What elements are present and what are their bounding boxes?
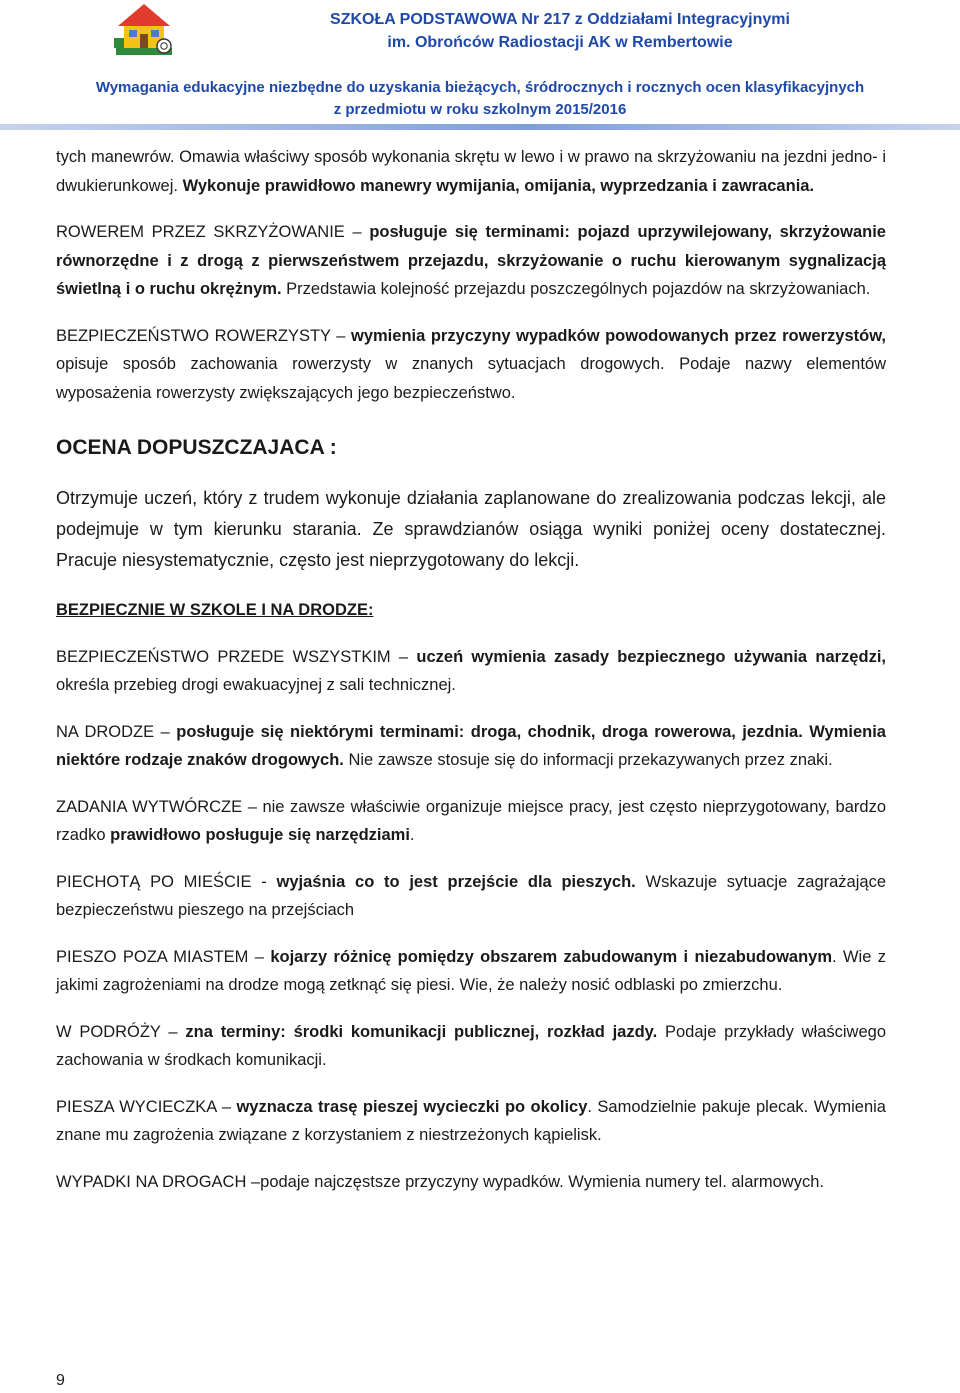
section-heading: BEZPIECZEŃSTWO PRZEDE WSZYSTKIM: [56, 647, 391, 666]
section-heading: ROWEREM PRZEZ SKRZYŻOWANIE: [56, 223, 345, 241]
section-heading: PIESZO POZA MIASTEM: [56, 947, 249, 966]
school-name: SZKOŁA PODSTAWOWA Nr 217 z Oddziałami Integracyjnymi: [330, 11, 790, 28]
section-heading: PIECHOTĄ PO MIEŚCIE: [56, 872, 252, 891]
paragraph-walking-city: PIECHOTĄ PO MIEŚCIE - wyjaśnia co to jest przejście dla pieszych. Wskazuje sytuacje zagrażające bezpieczeństwu pieszego na przejściach: [56, 872, 886, 919]
page-number: 9: [56, 1372, 65, 1389]
section-heading: WYPADKI NA DROGACH: [56, 1172, 247, 1191]
paragraph-hiking-trip: PIESZA WYCIECZKA – wyznacza trasę pieszej wycieczki po okolicy. Samodzielnie pakuje plecak. Wymienia znane mu zagrożenia związane z korzystaniem z niestrzeżonych kąpielisk.: [56, 1097, 886, 1144]
requirements-year: z przedmiotu w roku szkolnym 2015/2016: [333, 101, 627, 118]
header-divider: [0, 124, 960, 130]
paragraph-walking-outside-city: PIESZO POZA MIASTEM – kojarzy różnicę pomiędzy obszarem zabudowanym i niezabudowanym. Wie z jakimi zagrożeniami na drodze mogą zetknąć się piesi. Wie, że należy nosić odblaski po zmierzchu.: [56, 947, 886, 994]
paragraph-cyclist-safety: BEZPIECZEŃSTWO ROWERZYSTY – wymienia przyczyny wypadków powodowanych przez rowerzystów, opisuje sposób zachowania rowerzysty w znanych sytuacjach drogowych. Podaje nazwy elementów wyposażenia rowerzysty zwiększających jego bezpieczeństwo.: [56, 326, 887, 402]
paragraph-safety-first: BEZPIECZEŃSTWO PRZEDE WSZYSTKIM – uczeń wymienia zasady bezpiecznego używania narzędzi, określa przebieg drogi ewakuacyjnej z sali technicznej.: [56, 647, 886, 694]
topic-heading: BEZPIECZNIE W SZKOLE I NA DRODZE:: [56, 601, 374, 619]
school-patron: im. Obrońców Radiostacji AK w Rembertowie: [387, 34, 733, 51]
school-house-logo-icon: [112, 2, 176, 58]
paragraph-travel: W PODRÓŻY – zna terminy: środki komunikacji publicznej, rozkład jazdy. Podaje przykłady właściwego zachowania w środkach komunikacji.: [56, 1022, 886, 1069]
paragraph-on-road: NA DRODZE – posługuje się niektórymi terminami: droga, chodnik, droga rowerowa, jezdnia. Wymienia niektóre rodzaje znaków drogowych. Nie zawsze stosuje się do informacji przekazywanych przez znaki.: [56, 722, 886, 769]
document-body: [56, 143, 886, 1196]
paragraph-production-tasks: ZADANIA WYTWÓRCZE – nie zawsze właściwie organizuje miejsce pracy, jest często nieprzygotowany, bardzo rzadko prawidłowo posługuje się narzędziami.: [56, 797, 887, 844]
grade-title: OCENA DOPUSZCZAJACA :: [56, 436, 337, 459]
paragraph-road-accidents: WYPADKI NA DROGACH –podaje najczęstsze przyczyny wypadków. Wymienia numery tel. alarmowych.: [56, 1172, 824, 1191]
section-heading: ZADANIA WYTWÓRCZE: [56, 797, 243, 816]
section-heading: BEZPIECZEŃSTWO ROWERZYSTY: [56, 326, 331, 345]
paragraph-maneuvers: tych manewrów. Omawia właściwy sposób wykonania skrętu w lewo i w prawo na skrzyżowaniu na jezdni jedno- i dwukierunkowej. Wykonuje prawidłowo manewry wymijania, omijania, wyprzedzania i zawracania.: [56, 148, 886, 195]
section-heading: W PODRÓŻY: [56, 1022, 161, 1041]
paragraph-bike-intersection: ROWEREM PRZEZ SKRZYŻOWANIE – posługuje się terminami: pojazd uprzywilejowany, skrzyżowanie równorzędne i z drogą z pierwszeństwem przejazdu, skrzyżowanie o ruchu kierowanym sygnalizacją świetlną i o ruchu okrężnym. Przedstawia kolejność przejazdu poszczególnych pojazdów na skrzyżowaniach.: [56, 223, 886, 298]
requirements-title: Wymagania edukacyjne niezbędne do uzyskania bieżących, śródrocznych i rocznych ocen klasyfikacyjnych: [95, 79, 865, 96]
section-heading: NA DRODZE: [56, 722, 155, 741]
section-heading: PIESZA WYCIECZKA: [56, 1097, 217, 1116]
grade-description: Otrzymuje uczeń, który z trudem wykonuje działania zaplanowane do zrealizowania podczas lekcji, ale podejmuje w tym kierunku starania. Ze sprawdzianów osiąga wyniki poniżej oceny dostatecznej. Pracuje niesystematycznie, często jest nieprzygotowany do lekcji.: [56, 488, 886, 570]
page-header: [0, 0, 960, 130]
